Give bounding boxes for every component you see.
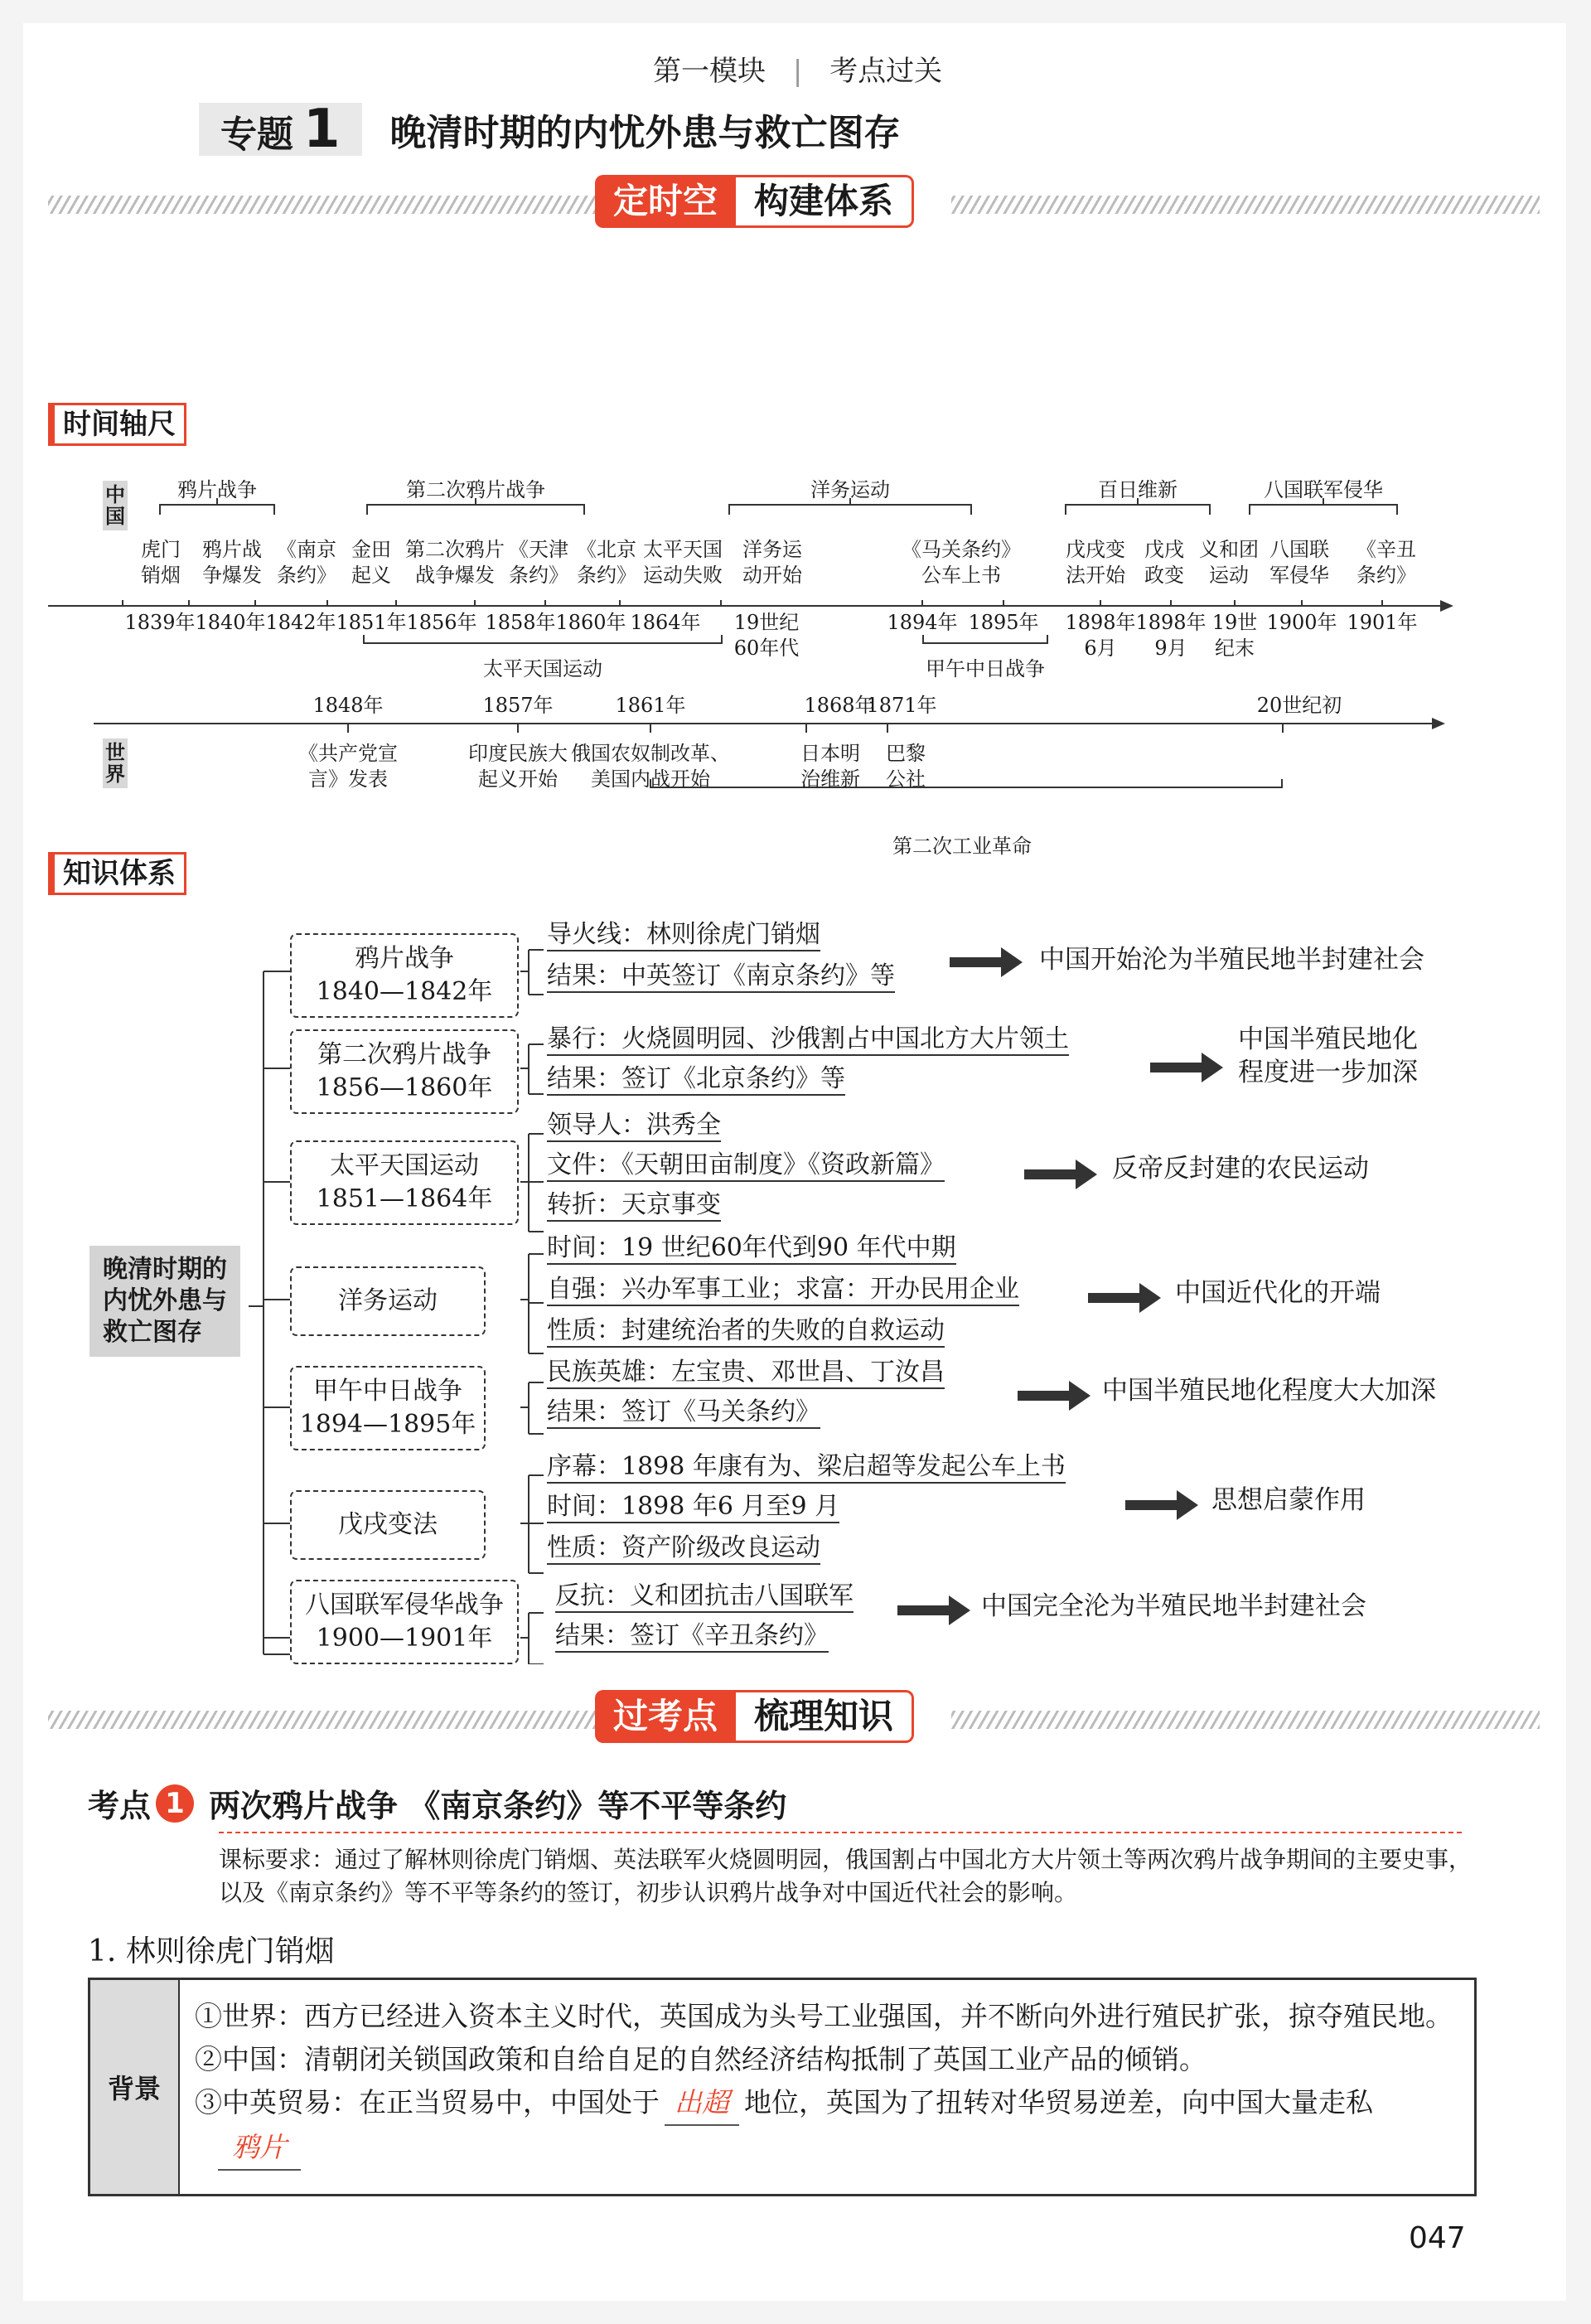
china-event: 戊戌 政变 bbox=[1144, 538, 1184, 587]
knowledge-node: 八国联军侵华战争 1900—1901年 bbox=[290, 1580, 519, 1664]
world-event: 《共产党宣 言》发表 bbox=[298, 742, 398, 791]
period-label: 洋务运动 bbox=[810, 478, 890, 501]
header-section: 考点过关 bbox=[829, 55, 943, 88]
knowledge-node: 洋务运动 bbox=[290, 1266, 486, 1336]
knowledge-node: 甲午中日战争 1894—1895年 bbox=[290, 1366, 486, 1450]
page-number: 047 bbox=[1409, 2221, 1466, 2255]
knowledge-node: 鸦片战争 1840—1842年 bbox=[290, 933, 519, 1018]
knowledge-point: 时间：19 世纪60年代到90 年代中期 bbox=[547, 1233, 956, 1265]
knowledge-result: 中国近代化的开端 bbox=[1175, 1278, 1381, 1308]
year-label: 1860年 bbox=[555, 611, 626, 634]
knowledge-result: 中国完全沦为半殖民地半封建社会 bbox=[981, 1591, 1366, 1621]
world-event: 印度民族大 起义开始 bbox=[468, 742, 568, 791]
world-year: 1868年 bbox=[804, 694, 875, 717]
period-sub-label: 甲午中日战争 bbox=[926, 657, 1045, 680]
subsection-title: 1. 林则徐虎门销烟 bbox=[88, 1934, 335, 1968]
china-event: 《辛丑 条约》 bbox=[1356, 538, 1416, 587]
china-event: 义和团 运动 bbox=[1199, 538, 1259, 587]
china-event: 《天津 条约》 bbox=[509, 538, 568, 587]
china-event: 戊戌变 法开始 bbox=[1066, 538, 1125, 587]
banner-white-label: 构建体系 bbox=[736, 175, 914, 228]
year-label: 1901年 bbox=[1347, 611, 1418, 634]
divider bbox=[48, 196, 595, 214]
year-label: 1840年 bbox=[195, 611, 266, 634]
year-label: 19世 纪末 bbox=[1211, 611, 1258, 660]
answer-blank: 出超 bbox=[665, 2081, 739, 2126]
world-year: 1871年 bbox=[866, 694, 937, 717]
world-year: 1848年 bbox=[312, 694, 384, 717]
knowledge-point: 结果：签订《马关条约》 bbox=[547, 1397, 820, 1429]
china-event: 《马关条约》 公车上书 bbox=[902, 538, 1021, 587]
year-label: 1851年 bbox=[336, 611, 407, 634]
period-label: 八国联军侵华 bbox=[1264, 478, 1383, 501]
china-event: 虎门 销烟 bbox=[141, 538, 181, 587]
period-label: 百日维新 bbox=[1098, 478, 1178, 501]
year-label: 1864年 bbox=[630, 611, 701, 634]
year-label: 1894年 bbox=[887, 611, 958, 634]
kaodian-title: 两次鸦片战争 《南京条约》等不平等条约 bbox=[209, 1788, 787, 1824]
year-label: 1898年 9月 bbox=[1135, 611, 1207, 660]
china-event: 《北京 条约》 bbox=[577, 538, 636, 587]
knowledge-point: 结果：中英签订《南京条约》等 bbox=[547, 961, 895, 993]
china-event: 《南京 条约》 bbox=[277, 538, 336, 587]
divider bbox=[951, 1711, 1540, 1729]
page-header: 第一模块 | 考点过关 bbox=[653, 55, 943, 88]
knowledge-point: 性质：资产阶级改良运动 bbox=[547, 1533, 820, 1565]
period-sub-label: 第二次工业革命 bbox=[892, 835, 1032, 858]
period-label: 第二次鸦片战争 bbox=[406, 478, 545, 501]
year-label: 1900年 bbox=[1266, 611, 1337, 634]
divider bbox=[48, 1711, 595, 1729]
world-event: 俄国农奴制改革、 美国内战开始 bbox=[571, 742, 730, 791]
page-title bbox=[199, 99, 901, 160]
year-label: 1856年 bbox=[406, 611, 477, 634]
knowledge-point: 民族英雄：左宝贵、邓世昌、丁汝昌 bbox=[547, 1358, 945, 1389]
year-label: 1895年 bbox=[968, 611, 1039, 634]
knowledge-result: 中国半殖民地化程度大大加深 bbox=[1102, 1376, 1436, 1406]
knowledge-node: 太平天国运动 1851—1864年 bbox=[290, 1140, 519, 1225]
knowledge-point: 序幕：1898 年康有为、梁启超等发起公车上书 bbox=[547, 1452, 1066, 1484]
knowledge-point: 文件：《天朝田亩制度》《资政新篇》 bbox=[547, 1150, 945, 1182]
china-event: 八国联 军侵华 bbox=[1269, 538, 1329, 587]
knowledge-point: 转折：天京事变 bbox=[547, 1190, 721, 1222]
world-year: 1857年 bbox=[482, 694, 554, 717]
banner-red-label: 定时空 bbox=[595, 175, 736, 228]
page bbox=[23, 23, 1566, 2301]
world-label: 世界 bbox=[103, 738, 128, 788]
china-event: 洋务运 动开始 bbox=[742, 538, 802, 587]
year-label: 1842年 bbox=[265, 611, 336, 634]
world-year: 1861年 bbox=[615, 694, 686, 717]
knowledge-point: 反抗：义和团抗击八国联军 bbox=[555, 1581, 854, 1613]
knowledge-point: 领导人：洪秀全 bbox=[547, 1111, 721, 1142]
table-item: ②中国：清朝闭关锁国政策和自给自足的自然经济结构抵制了英国工业产品的倾销。 bbox=[195, 2043, 1207, 2075]
knowledge-result: 反帝反封建的农民运动 bbox=[1112, 1154, 1369, 1184]
topic-label-box bbox=[199, 99, 362, 160]
topic-label: 专题 bbox=[220, 114, 293, 156]
timeline-tag: 时间轴尺 bbox=[48, 403, 186, 446]
knowledge-root: 晚清时期的 内忧外患与 救亡图存 bbox=[89, 1246, 240, 1357]
knowledge-point: 结果：签订《辛丑条约》 bbox=[555, 1621, 829, 1653]
world-year: 20世纪初 bbox=[1256, 694, 1342, 717]
china-event: 第二次鸦片 战争爆发 bbox=[405, 538, 505, 587]
topic-title: 晚清时期的内忧外患与救亡图存 bbox=[389, 112, 901, 154]
knowledge-node: 戊戌变法 bbox=[290, 1490, 486, 1560]
table-item: ③中英贸易：在正当贸易中，中国处于 出超 地位，英国为了扭转对华贸易逆差，向中国大量走私 bbox=[195, 2081, 1459, 2126]
china-label: 中国 bbox=[103, 481, 128, 530]
table-content bbox=[180, 1980, 1474, 2194]
curriculum-standard: 课标要求：通过了解林则徐虎门销烟、英法联军火烧圆明园，俄国割占中国北方大片领土等两次鸦片战争期间的主要史事，以及《南京条约》等不平等条约的签订，初步认识鸦片战争对中国近代社会的影响。 bbox=[219, 1846, 1473, 1906]
period-sub-label: 太平天国运动 bbox=[483, 657, 602, 680]
knowledge-result: 中国开始沦为半殖民地半封建社会 bbox=[1039, 945, 1424, 975]
world-event: 巴黎 公社 bbox=[886, 742, 926, 791]
knowledge-point: 暴行：火烧圆明园、沙俄割占中国北方大片领土 bbox=[547, 1024, 1069, 1056]
knowledge-result: 思想启蒙作用 bbox=[1211, 1485, 1366, 1515]
topic-number: 1 bbox=[303, 99, 341, 160]
knowledge-result: 中国半殖民地化 程度进一步加深 bbox=[1238, 1024, 1418, 1087]
world-event: 日本明 治维新 bbox=[800, 742, 860, 791]
dashed-rule bbox=[219, 1832, 1462, 1833]
table-label: 背景 bbox=[90, 1980, 180, 2194]
banner-white-label: 梳理知识 bbox=[736, 1690, 914, 1743]
knowledge-point: 导火线：林则徐虎门销烟 bbox=[547, 920, 820, 951]
banner-red-label: 过考点 bbox=[595, 1690, 736, 1743]
china-event: 太平天国 运动失败 bbox=[643, 538, 723, 587]
answer-blank: 鸦片 bbox=[218, 2126, 301, 2171]
year-label: 1839年 bbox=[124, 611, 196, 634]
knowledge-point: 结果：签订《北京条约》等 bbox=[547, 1064, 845, 1096]
kaodian-number-badge: 1 bbox=[156, 1784, 194, 1823]
table-item: ①世界：西方已经进入资本主义时代，英国成为头号工业强国，并不断向外进行殖民扩张，掠夺殖民地。 bbox=[195, 2000, 1453, 2032]
year-label: 19世纪 60年代 bbox=[733, 611, 800, 660]
header-module: 第一模块 bbox=[653, 55, 766, 88]
knowledge-tag: 知识体系 bbox=[48, 852, 186, 895]
china-event: 鸦片战 争爆发 bbox=[202, 538, 262, 587]
knowledge-node: 第二次鸦片战争 1856—1860年 bbox=[290, 1029, 519, 1114]
section-banner-build bbox=[595, 172, 914, 230]
year-label: 1858年 bbox=[485, 611, 556, 634]
divider bbox=[951, 196, 1540, 214]
knowledge-point: 时间：1898 年6 月至9 月 bbox=[547, 1492, 839, 1523]
knowledge-point: 性质：封建统治者的失败的自救运动 bbox=[547, 1316, 945, 1348]
background-table bbox=[88, 1978, 1477, 2196]
china-event: 金田 起义 bbox=[351, 538, 391, 587]
section-banner-review bbox=[595, 1687, 914, 1745]
year-label: 1898年 6月 bbox=[1065, 611, 1136, 660]
kaodian-heading bbox=[88, 1780, 786, 1826]
period-label: 鸦片战争 bbox=[177, 478, 257, 501]
knowledge-point: 自强：兴办军事工业；求富：开办民用企业 bbox=[547, 1275, 1019, 1306]
kaodian-label: 考点 bbox=[88, 1788, 152, 1824]
